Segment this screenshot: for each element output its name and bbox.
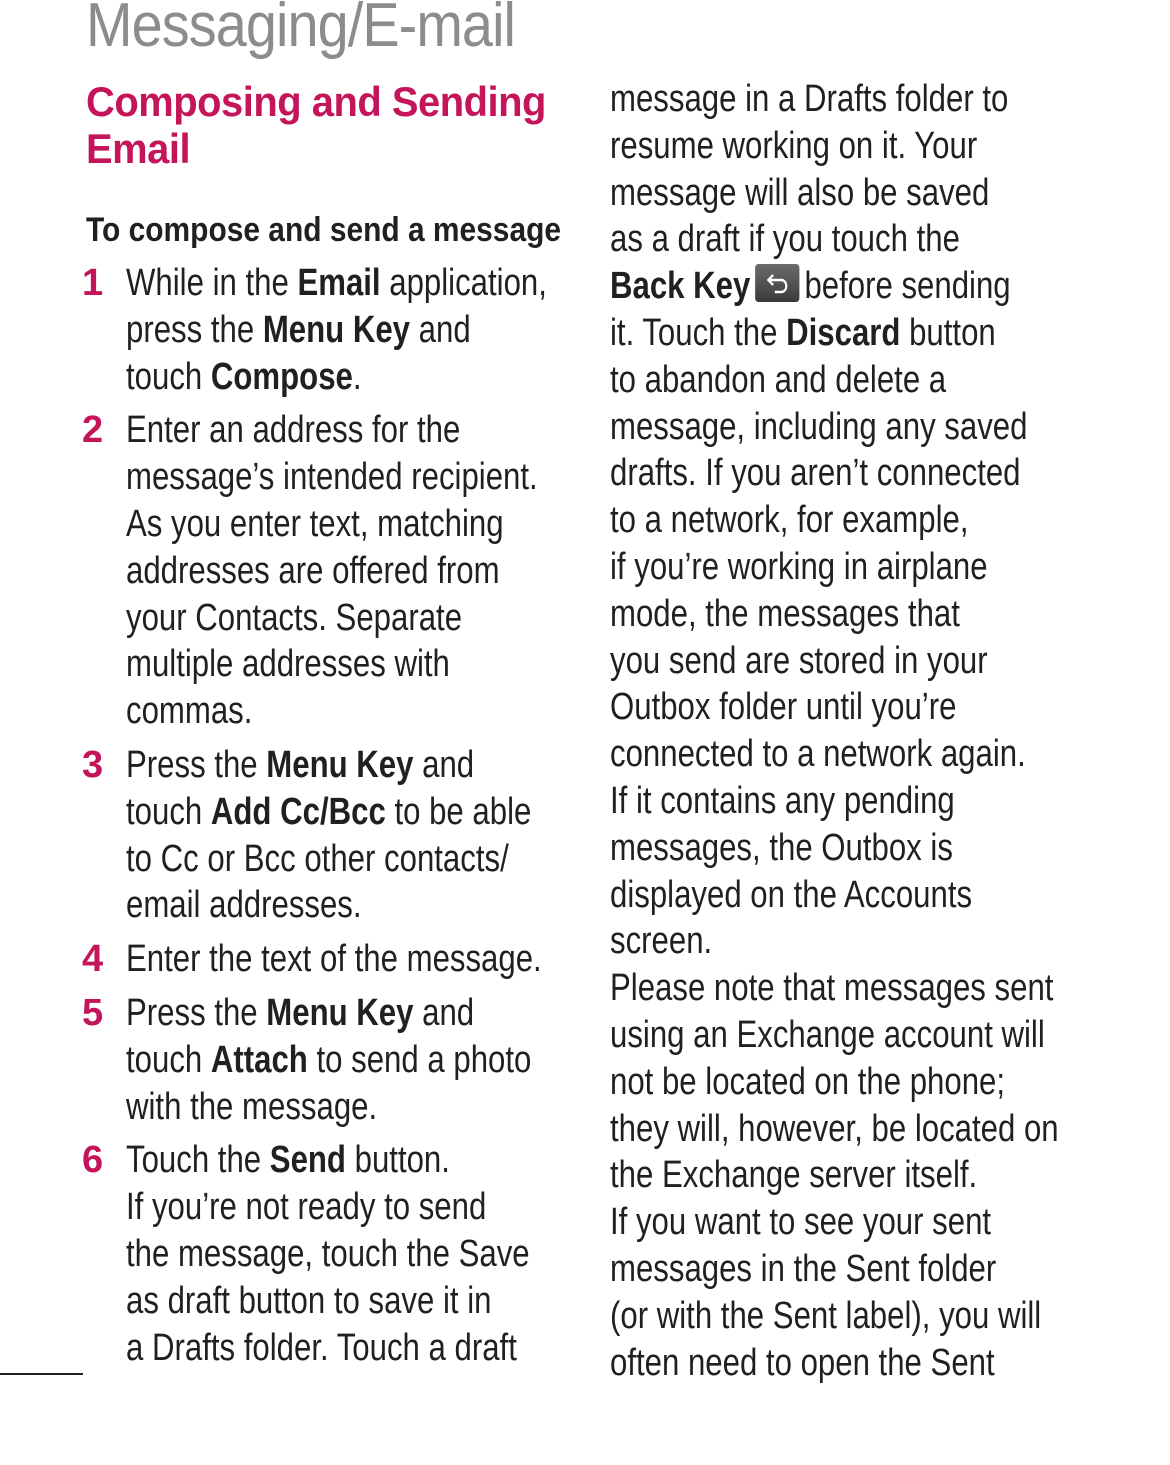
notes xyxy=(610,965,1170,1384)
text-line xyxy=(610,918,1069,965)
text-run: you send are stored in your xyxy=(610,639,988,682)
text-line xyxy=(610,965,1069,1012)
step-number: 1 xyxy=(82,262,104,304)
text-line xyxy=(126,1084,585,1131)
subheading: To compose and send a message xyxy=(86,211,562,249)
text-line xyxy=(610,404,1069,451)
text-run: to abandon and delete a xyxy=(610,358,947,401)
text-line xyxy=(610,357,1069,404)
step-6 xyxy=(82,1137,586,1371)
text-line xyxy=(610,1012,1069,1059)
text-run: Press the xyxy=(126,743,267,786)
text-run: addresses are offered from xyxy=(126,549,500,592)
text-run: as a draft if you touch the xyxy=(610,218,960,261)
step-number: 6 xyxy=(82,1139,104,1182)
text-run: If you want to see your sent xyxy=(610,1201,992,1244)
text-line xyxy=(610,1246,1069,1293)
text-line xyxy=(610,1059,1069,1106)
text-run: the Exchange server itself. xyxy=(610,1154,978,1197)
text-run: a Drafts folder. Touch a draft xyxy=(126,1326,517,1369)
text-line xyxy=(126,595,585,642)
text-run: not be located on the phone; xyxy=(610,1060,1006,1103)
text-line xyxy=(126,354,585,401)
text-run: . xyxy=(352,355,362,398)
text-line xyxy=(126,742,585,789)
bold-term: Back Key xyxy=(610,265,751,308)
text-line xyxy=(126,1137,585,1184)
text-line xyxy=(126,1184,585,1231)
text-line xyxy=(126,260,585,307)
text-line xyxy=(126,688,585,735)
text-run: before sending xyxy=(804,265,1011,308)
step-number: 5 xyxy=(82,991,104,1034)
text-run: touch xyxy=(126,1038,211,1081)
text-run: Touch the xyxy=(126,1139,270,1182)
text-run: Press the xyxy=(126,991,267,1034)
bold-term: Attach xyxy=(210,1038,308,1081)
text-run: often need to open the Sent xyxy=(610,1341,995,1384)
text-line xyxy=(610,731,1069,778)
text-line xyxy=(126,1037,585,1084)
steps-list xyxy=(82,260,586,1371)
text-run: and xyxy=(413,991,475,1034)
bold-term: Discard xyxy=(786,311,901,354)
bold-term: Menu Key xyxy=(266,991,414,1034)
section-title: Composing and Sending Email xyxy=(86,78,546,172)
text-run: to a network, for example, xyxy=(610,499,969,542)
text-line xyxy=(610,497,1069,544)
step-1 xyxy=(82,260,586,400)
text-run: If it contains any pending xyxy=(610,779,955,822)
text-run: multiple addresses with xyxy=(126,643,450,686)
text-line xyxy=(610,684,1069,731)
text-line xyxy=(126,1325,585,1372)
text-line xyxy=(610,825,1069,872)
text-line xyxy=(126,307,585,354)
text-line xyxy=(126,548,585,595)
text-line xyxy=(126,936,585,983)
text-line xyxy=(610,872,1069,919)
page-section-header: Messaging/E-mail xyxy=(86,0,516,60)
text-line xyxy=(610,1293,1069,1340)
text-line xyxy=(126,407,585,454)
text-run: messages in the Sent folder xyxy=(610,1247,997,1290)
text-run: drafts. If you aren’t connected xyxy=(610,452,1021,495)
text-run: they will, however, be located on xyxy=(610,1107,1059,1150)
step-4 xyxy=(82,936,586,983)
text-line xyxy=(126,501,585,548)
text-line xyxy=(610,1106,1069,1153)
text-line xyxy=(126,641,585,688)
text-run: (or with the Sent label), you will xyxy=(610,1294,1042,1337)
text-run: resume working on it. Your xyxy=(610,124,978,167)
text-run: and xyxy=(413,743,475,786)
text-line xyxy=(610,1340,1069,1384)
text-run: touch xyxy=(126,355,211,398)
text-run: button xyxy=(900,311,996,354)
text-run: as draft button to save it in xyxy=(126,1279,492,1322)
text-run: the message, touch the Save xyxy=(126,1232,530,1275)
paragraph xyxy=(610,965,1170,1199)
text-run: message’s intended recipient. xyxy=(126,456,538,499)
text-line xyxy=(126,1231,585,1278)
text-run: if you’re working in airplane xyxy=(610,545,988,588)
text-run: to Cc or Bcc other contacts/ xyxy=(126,837,509,880)
text-run: touch xyxy=(126,790,211,833)
step-6-continuation xyxy=(610,76,1170,965)
back-key-icon xyxy=(755,264,799,302)
text-run: press the xyxy=(126,308,263,351)
text-line xyxy=(610,123,1069,170)
text-run: email addresses. xyxy=(126,884,362,927)
text-line xyxy=(126,789,585,836)
text-run: and xyxy=(410,308,471,351)
text-run: with the message. xyxy=(126,1085,378,1128)
paragraph xyxy=(610,1199,1170,1384)
text-run: Outbox folder until you’re xyxy=(610,686,957,729)
text-run: While in the xyxy=(126,262,298,304)
step-2 xyxy=(82,407,586,735)
text-run: Enter the text of the message. xyxy=(126,938,542,981)
text-line xyxy=(610,310,1069,357)
right-column xyxy=(610,76,1170,1384)
step-number: 2 xyxy=(82,409,104,452)
text-line xyxy=(126,836,585,883)
text-line xyxy=(126,882,585,929)
text-run: messages, the Outbox is xyxy=(610,826,953,869)
text-run: message will also be saved xyxy=(610,171,990,214)
text-line xyxy=(610,216,1069,263)
text-run: Enter an address for the xyxy=(126,409,461,452)
step-3 xyxy=(82,742,586,929)
left-column xyxy=(82,78,586,1378)
text-run: application, xyxy=(380,262,547,304)
text-run: it. Touch the xyxy=(610,311,787,354)
text-line xyxy=(126,454,585,501)
step-number: 4 xyxy=(82,938,104,981)
text-run: Please note that messages sent xyxy=(610,967,1054,1010)
text-run: If you’re not ready to send xyxy=(126,1186,487,1229)
step-number: 3 xyxy=(82,743,104,786)
text-line xyxy=(610,170,1069,217)
text-line xyxy=(610,1152,1069,1199)
text-run: using an Exchange account will xyxy=(610,1013,1045,1056)
text-run: to send a photo xyxy=(307,1038,532,1081)
bold-term: Send xyxy=(269,1139,346,1182)
text-run: displayed on the Accounts xyxy=(610,873,973,916)
text-line xyxy=(126,1278,585,1325)
footer-rule xyxy=(0,1373,83,1375)
text-line xyxy=(126,990,585,1037)
text-run: As you enter text, matching xyxy=(126,502,504,545)
text-run: message in a Drafts folder to xyxy=(610,78,1009,120)
text-line xyxy=(610,76,1069,123)
text-line xyxy=(610,450,1069,497)
text-run: message, including any saved xyxy=(610,405,1028,448)
bold-term: Menu Key xyxy=(266,743,414,786)
bold-term: Email xyxy=(297,262,381,304)
text-run: connected to a network again. xyxy=(610,733,1026,776)
text-run: mode, the messages that xyxy=(610,592,960,635)
bold-term: Add Cc/Bcc xyxy=(210,790,386,833)
text-run: your Contacts. Separate xyxy=(126,596,463,639)
text-line xyxy=(610,544,1069,591)
text-line xyxy=(610,263,1069,310)
bold-term: Compose xyxy=(210,355,353,398)
text-line xyxy=(610,591,1069,638)
text-run: button. xyxy=(345,1139,450,1182)
text-run: commas. xyxy=(126,690,253,733)
text-line xyxy=(610,778,1069,825)
bold-term: Menu Key xyxy=(262,308,411,351)
text-run: screen. xyxy=(610,920,713,963)
text-line xyxy=(610,638,1069,685)
step-5 xyxy=(82,990,586,1130)
text-line xyxy=(610,1199,1069,1246)
text-run: to be able xyxy=(385,790,532,833)
